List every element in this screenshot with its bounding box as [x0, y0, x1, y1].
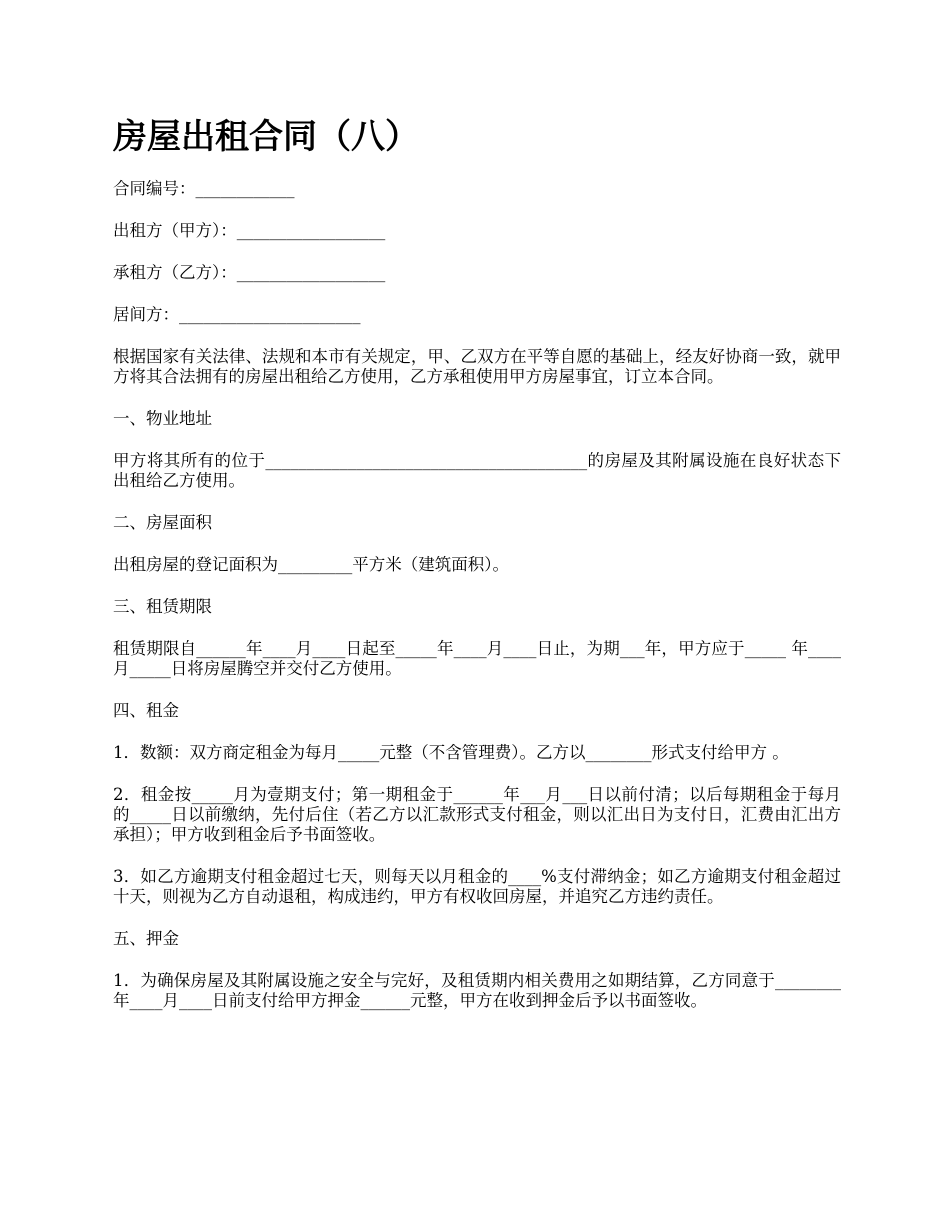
lessee-field: 承租方（乙方）：__________________: [113, 263, 386, 282]
agent-field: 居间方：______________________: [113, 305, 361, 324]
section-text-area: 出租房屋的登记面积为_________平方米（建筑面积）。: [113, 555, 509, 574]
section-text-address: 甲方将其所有的位于_______________________________________的房屋及其附属设施在良好状态下出租给乙方使用。: [113, 451, 841, 490]
section-heading-address: 一、物业地址: [113, 409, 212, 428]
section-heading-deposit: 五、押金: [113, 929, 179, 948]
contract-number-field: 合同编号：____________: [113, 179, 295, 198]
section-heading-rent: 四、租金: [113, 701, 179, 720]
section-heading-term: 三、租赁期限: [113, 597, 212, 616]
deposit-item-1: 1．为确保房屋及其附属设施之安全与完好，及租赁期内相关费用之如期结算，乙方同意于________年____月____日前支付给甲方押金______元整，甲方在收到押金后予以书面签收。: [113, 971, 841, 1010]
rent-item-amount: 1．数额：双方商定租金为每月_____元整（不含管理费）。乙方以________形式支付给甲方 。: [113, 743, 789, 762]
section-text-term: 租赁期限自______年____月____日起至_____年____月____日止，为期___年，甲方应于_____ 年____月_____日将房屋腾空并交付乙方使用。: [113, 639, 841, 678]
section-heading-area: 二、房屋面积: [113, 513, 212, 532]
lessor-field: 出租方（甲方）：__________________: [113, 221, 386, 240]
rent-item-payment-schedule: 2．租金按_____月为壹期支付；第一期租金于______年___月___日以前付清；以后每期租金于每月的_____日以前缴纳，先付后住（若乙方以汇款形式支付租金，则以汇出日为支付日，汇费由汇出方承担）；甲方收到租金后予书面签收。: [113, 785, 841, 844]
rent-item-late-fee: 3．如乙方逾期支付租金超过七天，则每天以月租金的____%支付滞纳金；如乙方逾期支付租金超过十天，则视为乙方自动退租，构成违约，甲方有权收回房屋，并追究乙方违约责任。: [113, 867, 841, 906]
preamble-paragraph: 根据国家有关法律、法规和本市有关规定，甲、乙双方在平等自愿的基础上，经友好协商一致，就甲方将其合法拥有的房屋出租给乙方使用，乙方承租使用甲方房屋事宜，订立本合同。: [113, 347, 841, 386]
document-title: 房屋出租合同（八）: [113, 117, 419, 157]
document-page: [113, 112, 841, 1033]
